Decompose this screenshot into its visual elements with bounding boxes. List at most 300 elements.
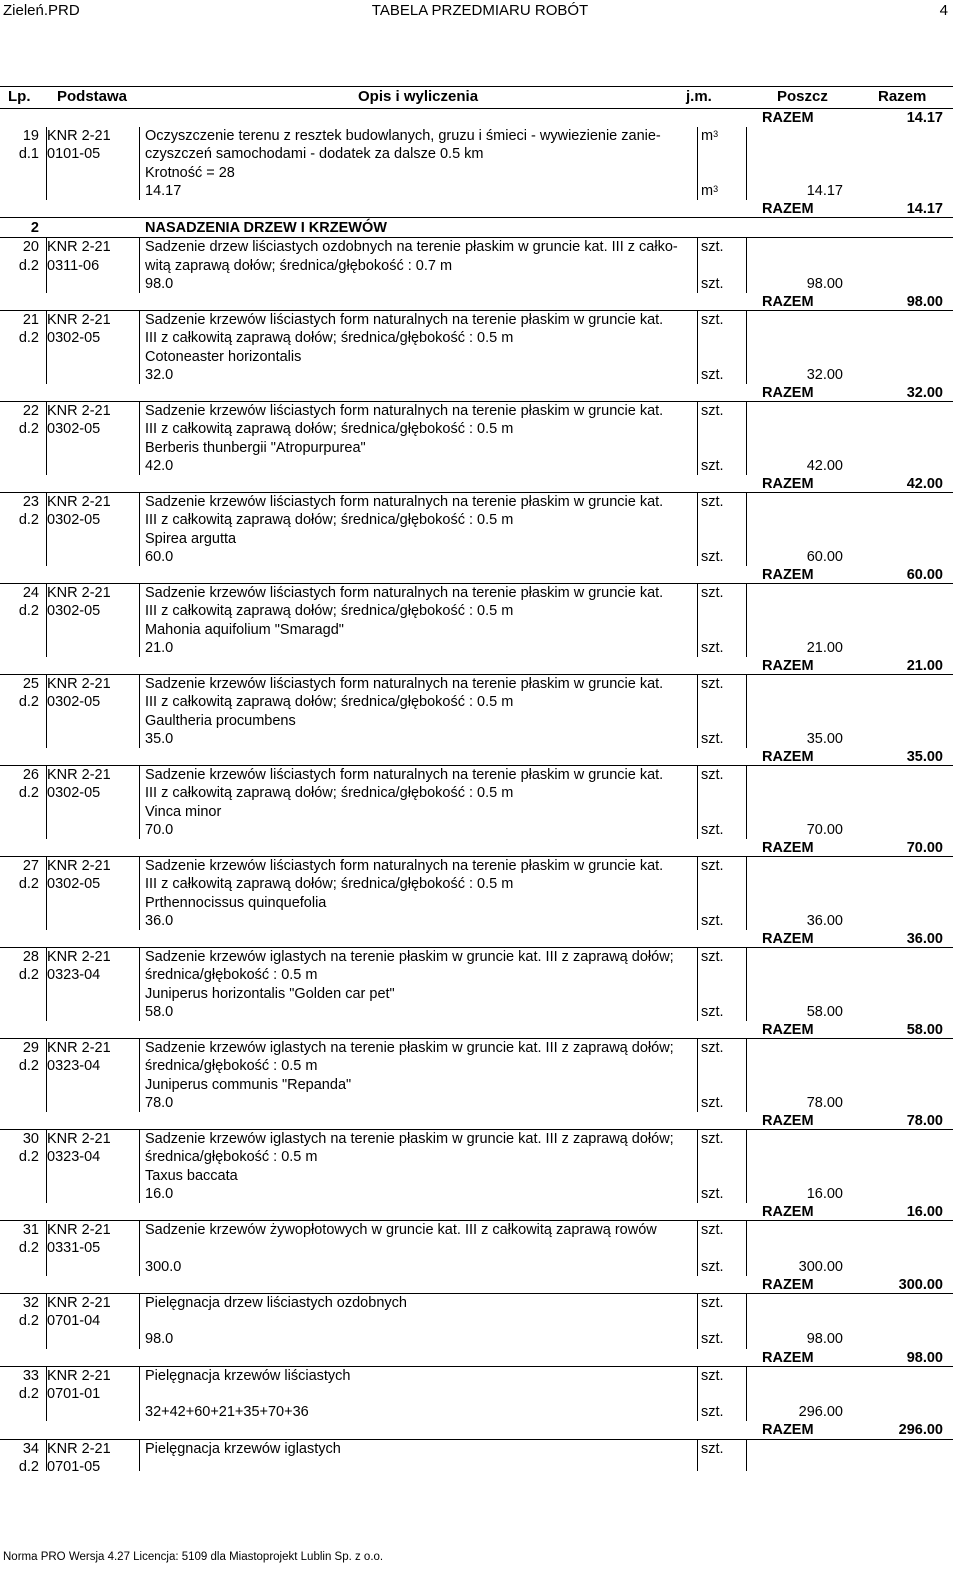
calc-unit: szt. [701,821,724,838]
unit: szt. [701,858,724,875]
calc-row [0,457,953,475]
lp-sub: d.2 [18,1458,39,1475]
poszcz-value: 78.00 [806,1094,843,1111]
razem-row [0,566,953,584]
section-title: NASADZENIA DRZEW I KRZEWÓW [145,220,387,237]
razem-label: RAZEM [762,567,814,583]
entry-line [0,1148,953,1166]
description-line: Mahonia aquifolium "Smaragd" [145,621,344,638]
unit: szt. [701,585,724,602]
header-top-rule [0,86,953,87]
entry-line [0,1458,953,1476]
column-rule [697,493,698,566]
podstawa-number: 0302-05 [47,876,101,893]
unit: szt. [701,1440,724,1457]
column-rule [697,766,698,839]
column-rule [697,1039,698,1112]
entry-line [0,511,953,529]
entry-line [0,1294,953,1312]
column-rule [697,238,698,293]
razem-row [0,1203,953,1221]
entry-line [0,985,953,1003]
entry-line [0,948,953,966]
razem-value: 36.00 [906,931,943,947]
column-rule [139,948,140,1021]
calc-row [0,821,953,839]
poszcz-value: 32.00 [806,366,843,383]
unit: szt. [701,767,724,784]
poszcz-value: 296.00 [798,1404,843,1421]
razem-label: RAZEM [762,1422,814,1439]
entry-line [0,1440,953,1458]
lp-sub: d.2 [18,1240,39,1257]
lp-number: 25 [22,676,39,693]
podstawa-code: KNR 2-21 [47,949,111,966]
calculation: 36.0 [145,912,174,929]
poszcz-value: 300.00 [798,1258,843,1275]
column-rule [139,493,140,566]
column-rule [46,1221,47,1276]
column-rule [746,1221,747,1276]
razem-row [0,475,953,493]
description-line: Gaultheria procumbens [145,712,296,729]
description-line: Sadzenie krzewów żywopłotowych w gruncie kat. III z całkowitą zaprawą rowów [145,1222,657,1239]
column-rule [46,1367,47,1422]
entry-line [0,311,953,329]
entry-line [0,1385,953,1403]
col-lp: Lp. [8,88,31,105]
razem-value: 35.00 [906,749,943,765]
lp-number: 33 [22,1367,39,1384]
entry-line [0,894,953,912]
entry-line [0,1221,953,1239]
unit: szt. [701,312,724,329]
entry-line [0,693,953,711]
column-rule [697,1130,698,1203]
razem-label: RAZEM [762,476,814,492]
entry-line [0,238,953,256]
podstawa-number: 0302-05 [47,694,101,711]
unit: szt. [701,676,724,693]
razem-label: RAZEM [762,1276,814,1293]
lp-sub: d.2 [18,1313,39,1330]
poszcz-value: 60.00 [806,548,843,565]
description-line: Sadzenie krzewów liściastych form naturalnych na terenie płaskim w gruncie kat. [145,312,664,329]
razem-value: 14.17 [906,110,943,126]
lp-number: 31 [22,1222,39,1239]
description-line: średnica/głębokość : 0.5 m [145,967,318,984]
calculation: 98.0 [145,275,174,292]
column-rule [46,1039,47,1112]
razem-label: RAZEM [762,840,814,856]
razem-value: 42.00 [906,476,943,492]
calc-row [0,1258,953,1276]
entry-line [0,1367,953,1385]
poszcz-value: 58.00 [806,1003,843,1020]
calculation: 14.17 [145,182,182,199]
calculation: 32.0 [145,366,174,383]
column-rule [697,1440,698,1471]
razem-value: 16.00 [906,1204,943,1220]
description-line: średnica/głębokość : 0.5 m [145,1149,318,1166]
col-jm: j.m. [686,88,712,105]
lp-sub: d.2 [18,512,39,529]
razem-label: RAZEM [762,385,814,401]
calculation: 16.0 [145,1185,174,1202]
podstawa-code: KNR 2-21 [47,1367,111,1384]
col-razem: Razem [878,88,927,105]
column-rule [746,1130,747,1203]
column-rule [46,238,47,293]
podstawa-code: KNR 2-21 [47,858,111,875]
podstawa-code: KNR 2-21 [47,585,111,602]
calculation: 42.0 [145,457,174,474]
calc-row [0,639,953,657]
podstawa-code: KNR 2-21 [47,1440,111,1457]
lp-number: 24 [22,585,39,602]
column-rule [46,766,47,839]
column-rule [46,1130,47,1203]
entry-line [0,1312,953,1330]
page-number: 4 [939,2,948,19]
podstawa-number: 0302-05 [47,330,101,347]
podstawa-number: 0302-05 [47,421,101,438]
podstawa-code: KNR 2-21 [47,1222,111,1239]
unit: szt. [701,494,724,511]
razem-label: RAZEM [762,658,814,674]
lp-number: 27 [22,858,39,875]
podstawa-number: 0302-05 [47,512,101,529]
podstawa-code: KNR 2-21 [47,128,111,145]
column-rule [746,766,747,839]
podstawa-number: 0701-04 [47,1313,101,1330]
entry-line [0,164,953,182]
description-line: III z całkowitą zaprawą dołów; średnica/głębokość : 0.5 m [145,512,514,529]
description-line: witą zaprawą dołów; średnica/głębokość : 0.7 m [145,257,453,274]
lp-number: 26 [22,767,39,784]
calc-unit: szt. [701,639,724,656]
calc-unit: $m^3$ [701,182,719,199]
column-rule [746,311,747,384]
lp-sub: d.2 [18,1149,39,1166]
entry-line [0,329,953,347]
column-rule [139,127,140,200]
description-line: Juniperus horizontalis "Golden car pet" [145,985,395,1002]
entry-line [0,439,953,457]
description-line: Sadzenie krzewów iglastych na terenie płaskim w gruncie kat. III z zaprawą dołów; [145,949,674,966]
col-opis: Opis i wyliczenia [358,88,479,105]
column-rule [46,948,47,1021]
podstawa-number: 0323-04 [47,967,101,984]
unit: szt. [701,1295,724,1311]
column-rule [697,857,698,930]
podstawa-number: 0302-05 [47,785,101,802]
description-line: Pielęgnacja krzewów liściastych [145,1367,351,1384]
column-rule [746,1294,747,1349]
razem-label: RAZEM [762,294,814,310]
entry-line [0,875,953,893]
calc-unit: szt. [701,457,724,474]
description-line: Oczyszczenie terenu z resztek budowlanych, gruzu i śmieci - wywiezienie zanie- [145,128,661,145]
description-line: III z całkowitą zaprawą dołów; średnica/głębokość : 0.5 m [145,603,514,620]
podstawa-code: KNR 2-21 [47,767,111,784]
column-rule [746,402,747,475]
entry-line [0,766,953,784]
lp-number: 20 [22,239,39,256]
calculation: 60.0 [145,548,174,565]
calc-unit: szt. [701,1331,724,1348]
podstawa-code: KNR 2-21 [47,239,111,256]
column-rule [46,584,47,657]
lp-sub: d.2 [18,1058,39,1075]
poszcz-value: 14.17 [806,182,843,199]
lp-number: 32 [22,1295,39,1311]
column-rule [697,584,698,657]
calc-row [0,1330,953,1348]
entry-line [0,675,953,693]
calc-row [0,1403,953,1421]
calculation: 58.0 [145,1003,174,1020]
description-line: III z całkowitą zaprawą dołów; średnica/głębokość : 0.5 m [145,421,514,438]
column-rule [139,1294,140,1349]
lp-sub: d.2 [18,603,39,620]
column-rule [46,675,47,748]
podstawa-number: 0302-05 [47,603,101,620]
lp-number: 30 [22,1131,39,1148]
description-line: czyszczeń samochodami - dodatek za dalsze 0.5 km [145,146,484,163]
podstawa-number: 0323-04 [47,1058,101,1075]
razem-label: RAZEM [762,201,814,217]
razem-row [0,109,953,127]
unit: szt. [701,949,724,966]
entry-line [0,493,953,511]
podstawa-code: KNR 2-21 [47,312,111,329]
lp-number: 19 [22,128,39,145]
calc-row [0,275,953,293]
description-line: Prthennocissus quinquefolia [145,894,327,911]
podstawa-number: 0701-05 [47,1458,101,1475]
poszcz-value: 16.00 [806,1185,843,1202]
poszcz-value: 21.00 [806,639,843,656]
unit: szt. [701,403,724,420]
description-line: średnica/głębokość : 0.5 m [145,1058,318,1075]
column-rule [746,857,747,930]
calc-row [0,548,953,566]
column-rule [697,675,698,748]
calc-unit: szt. [701,730,724,747]
razem-value: 98.00 [906,294,943,310]
section-rule [0,217,953,218]
calculation: 35.0 [145,730,174,747]
column-rule [46,493,47,566]
column-rule [697,1367,698,1422]
column-rule [139,766,140,839]
column-rule [139,1039,140,1112]
entry-line [0,1076,953,1094]
podstawa-code: KNR 2-21 [47,494,111,511]
razem-value: 58.00 [906,1022,943,1038]
entry-line [0,621,953,639]
razem-row [0,930,953,948]
description-line: Sadzenie drzew liściastych ozdobnych na terenie płaskim w gruncie kat. III z całko- [145,239,678,256]
column-rule [697,402,698,475]
entry-line [0,420,953,438]
razem-value: 300.00 [898,1276,943,1293]
razem-row [0,384,953,402]
calc-row [0,182,953,200]
razem-value: 70.00 [906,840,943,856]
description-line: Krotność = 28 [145,164,235,181]
unit: $m^3$ [701,128,719,145]
column-rule [139,1221,140,1276]
column-rule [139,857,140,930]
calc-unit: szt. [701,1094,724,1111]
podstawa-code: KNR 2-21 [47,1295,111,1311]
column-rule [139,311,140,384]
description-line: Cotoneaster horizontalis [145,348,302,365]
podstawa-number: 0701-01 [47,1386,101,1402]
calc-row [0,366,953,384]
lp-number: 29 [22,1040,39,1057]
lp-number: 21 [22,312,39,329]
page-header [0,0,960,24]
column-rule [746,1440,747,1471]
description-line: Juniperus communis "Repanda" [145,1076,352,1093]
calc-row [0,1094,953,1112]
col-poszcz: Poszcz [777,88,828,105]
unit: szt. [701,239,724,256]
description-line: Sadzenie krzewów iglastych na terenie płaskim w gruncie kat. III z zaprawą dołów; [145,1131,674,1148]
calc-unit: szt. [701,275,724,292]
razem-value: 78.00 [906,1113,943,1129]
razem-row [0,839,953,857]
razem-label: RAZEM [762,1113,814,1129]
calc-unit: szt. [701,1258,724,1275]
col-podstawa: Podstawa [57,88,128,105]
column-rule [139,402,140,475]
lp-number: 22 [22,403,39,420]
razem-value: 21.00 [906,658,943,674]
description-line: Sadzenie krzewów liściastych form naturalnych na terenie płaskim w gruncie kat. [145,767,664,784]
podstawa-code: KNR 2-21 [47,403,111,420]
razem-label: RAZEM [762,1204,814,1220]
entry-line [0,1239,953,1257]
calculation: 300.0 [145,1258,182,1275]
column-rule [139,238,140,293]
lp-sub: d.2 [18,967,39,984]
poszcz-value: 98.00 [806,275,843,292]
podstawa-code: KNR 2-21 [47,1131,111,1148]
calculation: 98.0 [145,1331,174,1348]
razem-value: 32.00 [906,385,943,401]
column-rule [746,1367,747,1422]
calculation: 32+42+60+21+35+70+36 [145,1404,309,1421]
description-line: Berberis thunbergii "Atropurpurea" [145,439,366,456]
razem-row [0,1112,953,1130]
calc-row [0,1003,953,1021]
lp-number: 28 [22,949,39,966]
poszcz-value: 36.00 [806,912,843,929]
entry-line [0,584,953,602]
razem-row [0,1021,953,1039]
footer-license: Norma PRO Wersja 4.27 Licencja: 5109 dla Miastoprojekt Lublin Sp. z o.o. [3,1551,384,1563]
entry-line [0,784,953,802]
description-line: Pielęgnacja drzew liściastych ozdobnych [145,1295,407,1311]
entry-line [0,402,953,420]
entry-line [0,1167,953,1185]
podstawa-number: 0101-05 [47,146,101,163]
razem-label: RAZEM [762,1022,814,1038]
description-line: Sadzenie krzewów liściastych form naturalnych na terenie płaskim w gruncie kat. [145,858,664,875]
calc-unit: szt. [701,1404,724,1421]
column-rule [139,675,140,748]
razem-value: 296.00 [898,1422,943,1439]
calc-unit: szt. [701,912,724,929]
calculation: 21.0 [145,639,174,656]
description-line: III z całkowitą zaprawą dołów; średnica/głębokość : 0.5 m [145,876,514,893]
column-rule [746,238,747,293]
column-rule [46,311,47,384]
description-line: III z całkowitą zaprawą dołów; średnica/głębokość : 0.5 m [145,785,514,802]
entry-line [0,145,953,163]
poszcz-value: 35.00 [806,730,843,747]
column-rule [139,584,140,657]
column-rule [746,675,747,748]
column-rule [46,127,47,200]
section-number: 2 [30,220,39,237]
description-line: Pielęgnacja krzewów iglastych [145,1440,341,1457]
calculation: 70.0 [145,821,174,838]
poszcz-value: 42.00 [806,457,843,474]
column-rule [746,493,747,566]
calc-unit: szt. [701,548,724,565]
lp-sub: d.2 [18,257,39,274]
description-line: Sadzenie krzewów liściastych form naturalnych na terenie płaskim w gruncie kat. [145,403,664,420]
column-rule [746,127,747,200]
calc-unit: szt. [701,1003,724,1020]
calculation: 78.0 [145,1094,174,1111]
column-rule [139,1130,140,1203]
lp-sub: d.2 [18,694,39,711]
lp-sub: d.2 [18,785,39,802]
column-rule [746,948,747,1021]
entry-line [0,1057,953,1075]
razem-row [0,200,953,218]
description-line: Sadzenie krzewów liściastych form naturalnych na terenie płaskim w gruncie kat. [145,494,664,511]
lp-sub: d.2 [18,421,39,438]
calc-row [0,730,953,748]
razem-value: 60.00 [906,567,943,583]
column-rule [46,1294,47,1349]
description-line: Sadzenie krzewów iglastych na terenie płaskim w gruncie kat. III z zaprawą dołów; [145,1040,674,1057]
entry-line [0,857,953,875]
poszcz-value: 70.00 [806,821,843,838]
unit: szt. [701,1367,724,1384]
column-rule [746,1039,747,1112]
description-line: Taxus baccata [145,1167,238,1184]
calc-row [0,912,953,930]
entry-line [0,1039,953,1057]
lp-sub: d.2 [18,1386,39,1402]
razem-row [0,657,953,675]
entry-line [0,803,953,821]
entry-line [0,602,953,620]
lp-number: 23 [22,494,39,511]
calc-unit: szt. [701,366,724,383]
calc-unit: szt. [701,1185,724,1202]
entry-line [0,348,953,366]
description-line: Vinca minor [145,803,222,820]
